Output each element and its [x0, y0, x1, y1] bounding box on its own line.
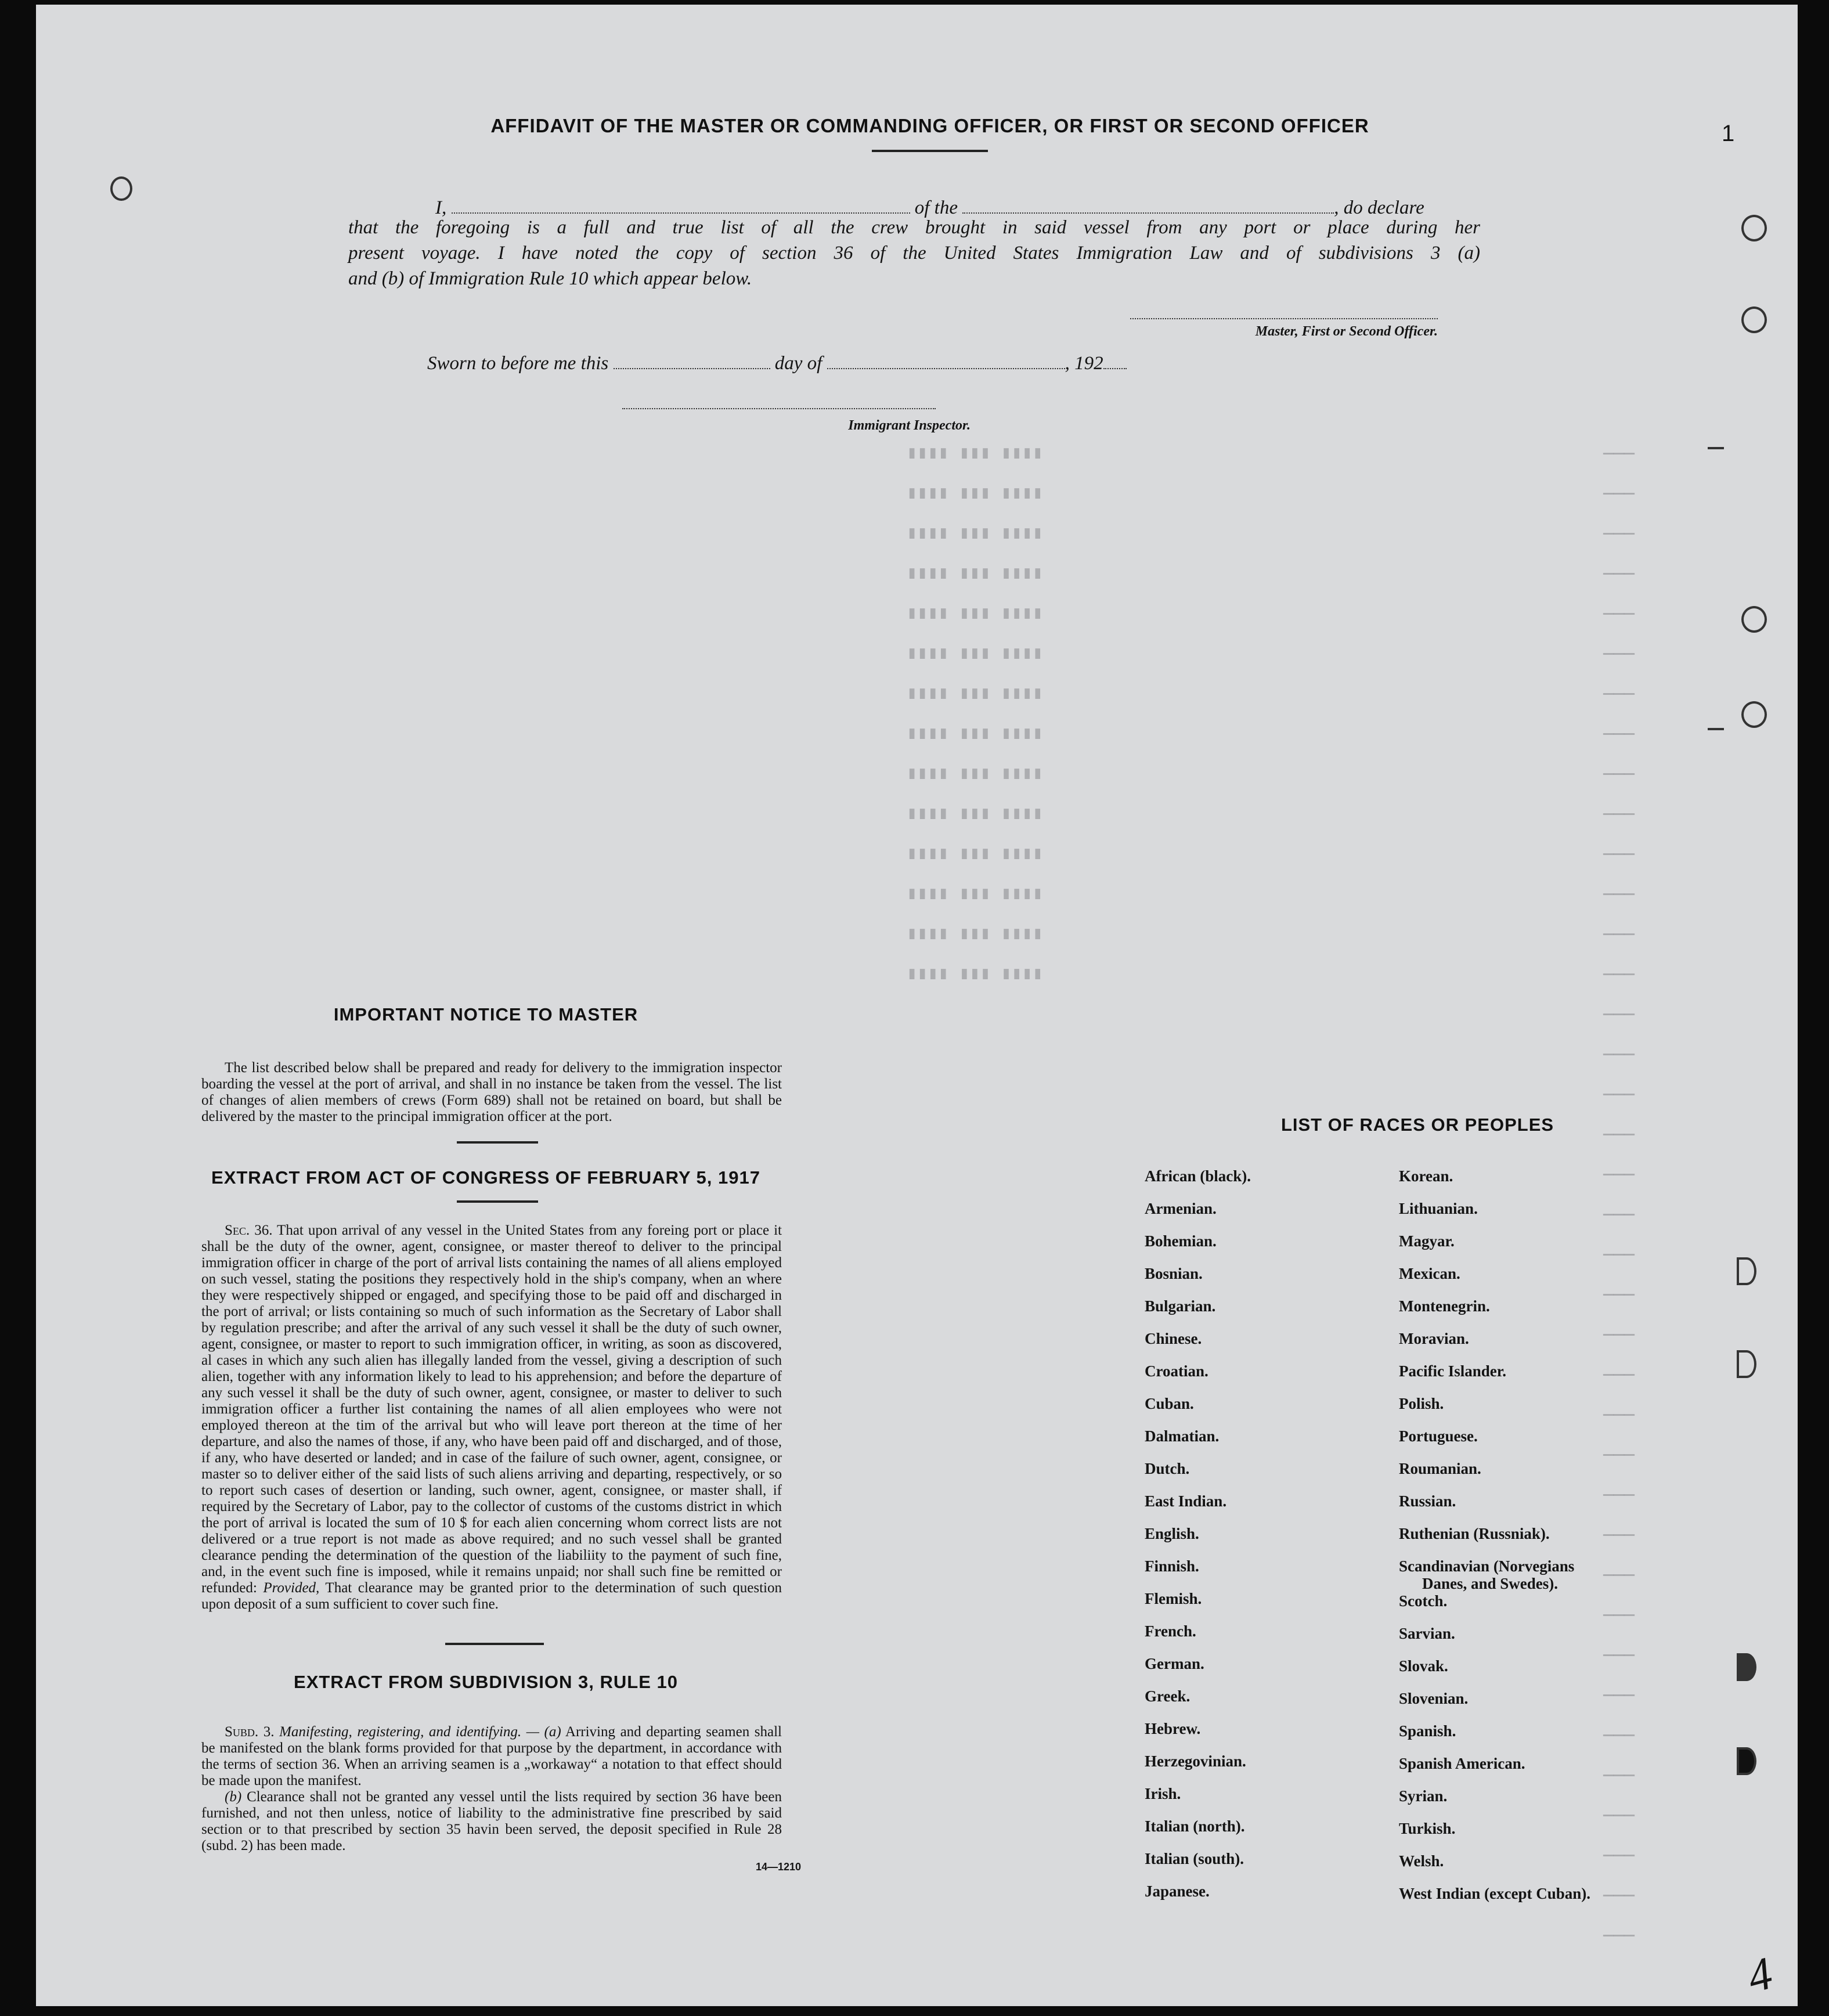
notice-body: The list described below shall be prepared and ready for delivery to the immigration inspector boarding the vessel at the port of arrival, and shall in no instance be taken from the vessel. The list of changes of alien members of crews (Form 689) shall not be retained on board, but shall be delivered by the master to the principal immigration officer at the port. — [201, 1060, 782, 1124]
notice-divider — [457, 1141, 538, 1144]
sworn-prefix: Sworn to before me this — [427, 353, 609, 374]
sworn-year: , 192 — [1065, 353, 1103, 374]
binder-hole — [1741, 606, 1767, 633]
race-item: Slovak. — [1399, 1657, 1448, 1675]
master-signature-line[interactable] — [1130, 318, 1438, 319]
race-item: Spanish American. — [1399, 1755, 1525, 1772]
race-item: Welsh. — [1399, 1852, 1444, 1870]
title-divider — [872, 150, 988, 152]
race-item: Finnish. — [1145, 1557, 1199, 1575]
race-item: French. — [1145, 1622, 1196, 1640]
sworn-line — [427, 345, 1182, 376]
act-section-tail: That clearance may be granted prior to the determination of such question upon deposit of a sum sufficient to cover such fine. — [201, 1580, 782, 1612]
race-item: African (black). — [1145, 1167, 1251, 1185]
affidavit-i-label: I, — [435, 197, 447, 218]
race-item: Bulgarian. — [1145, 1297, 1216, 1315]
scan-mark — [1708, 728, 1724, 730]
binder-hole — [1737, 1747, 1756, 1775]
race-item: Mexican. — [1399, 1265, 1460, 1282]
binder-hole — [1737, 1350, 1756, 1378]
race-item: Turkish. — [1399, 1820, 1456, 1837]
race-item: Italian (north). — [1145, 1817, 1245, 1835]
act-divider — [457, 1200, 538, 1203]
sworn-day-of: day of — [774, 353, 822, 374]
rule-title: EXTRACT FROM SUBDIVISION 3, RULE 10 — [294, 1672, 678, 1692]
act-provided-label: Provided, — [263, 1580, 320, 1596]
race-item: Flemish. — [1145, 1590, 1202, 1607]
rule-subd-body: Arriving and departing seamen shall be manifested on the blank forms provided for that purpose by the department, in accordance with the terms of section 36. When an arriving seamen is a „workaway“ a notation to that effect should be made upon the manifest. — [201, 1724, 782, 1788]
race-item: Slovenian. — [1399, 1690, 1469, 1707]
rule-subd-b — [201, 1789, 782, 1854]
master-signature-label: Master, First or Second Officer. — [1255, 324, 1438, 339]
race-item: Dutch. — [1145, 1460, 1190, 1477]
affidavit-of-the-label: of the — [914, 197, 958, 218]
affidavit-line2: that the foregoing is a full and true list of all the crew brought in said vessel from any port or place during her — [348, 217, 1480, 238]
race-item: Bohemian. — [1145, 1232, 1217, 1250]
act-section-label: Sec. 36. — [225, 1222, 273, 1238]
binder-hole — [1741, 701, 1767, 728]
bleed-through-column: ——— ——— ——— ——— ——— ——— ——— ——— ——— ——— ——— ——— ——— ——— ——— ——— ——— ——— ——— ——— ——— ——— ——— ——— ——— ——— ——— ——— ——— ——— ——— ——— ——— ——— ——— ——— ——— ——— — [1603, 444, 1635, 1946]
race-item: Japanese. — [1145, 1882, 1210, 1900]
binder-hole — [1737, 1653, 1756, 1681]
race-item: Korean. — [1399, 1167, 1453, 1185]
bleed-through-column: ▮▮▮▮ ▮▮▮ ▮▮▮▮ ▮▮▮▮ ▮▮▮ ▮▮▮▮ ▮▮▮▮ ▮▮▮ ▮▮▮▮ ▮▮▮▮ ▮▮▮ ▮▮▮▮ ▮▮▮▮ ▮▮▮ ▮▮▮▮ ▮▮▮▮ ▮▮▮ ▮▮▮▮ ▮▮▮▮ ▮▮▮ ▮▮▮▮ ▮▮▮▮ ▮▮▮ ▮▮▮▮ ▮▮▮▮ ▮▮▮ ▮▮▮▮ ▮▮▮▮ ▮▮▮ ▮▮▮▮ ▮▮▮▮ ▮▮▮ ▮▮▮▮ ▮▮▮▮ ▮▮▮ ▮▮▮▮ ▮▮▮▮ ▮▮▮ ▮▮▮▮ ▮▮▮▮ ▮▮▮ ▮▮▮▮ — [907, 444, 1043, 984]
act-body — [201, 1222, 782, 1613]
race-item: Magyar. — [1399, 1232, 1455, 1250]
race-item: Italian (south). — [1145, 1850, 1244, 1867]
name-blank[interactable] — [452, 189, 910, 214]
race-item: Lithuanian. — [1399, 1200, 1478, 1217]
act-section-text: That upon arrival of any vessel in the United States from any foreing port or place it shall be the duty of the owner, agent, consignee, or master thereof to deliver to the principal immigration officer in charge of the port of arrival lists containing the names of all aliens employed on such vessel, stating the positions they respectively hold in the ship's company, when an where they were respectively shipped or engaged, and specifying those to be paid off and discharged in the port of arrival; or lists containing so much of such information as the Secretary of Labor shall by regulation prescribe; and after the arrival of any such vessel it shall be the duty of such owner, agent, consignee, or master to report to such immigration officer, in writing, as soon as discovered, al cases in which any such alien has illegally landed from the vessel, giving a description of such alien, together with any information likely to lead to his apprehension; and before the departure of any such vessel it shall be the duty of such owner, agent, consignee, or master to deliver to such immigration officer a further list containing the names of all alien employees who were not employed thereon at the tim of the arrival but who will leave port thereon at the time of her departure, and also the names of those, if any, who have been paid off and discharged, and of those, if any, who have deserted or landed; and in case of the failure of such owner, agent, consignee, or master so to deliver either of the said lists of such aliens arriving and departing, respectively, or so to report such cases of desertion or landing, such owner, agent, consignee, or master shall, if required by the Secretary of Labor, pay to the collector of customs of the customs district in which the port of arrival is located the sum of 10 $ for each alien concerning whom correct lists are not delivered or a true report is not made as above required; and no such vessel shall be granted clearance pending the determination of the question of the liabiliity to the payment of such fine, and, in the event such fine is imposed, while it remains unpaid; nor shall such fine be remitted or refunded: — [201, 1222, 782, 1596]
sworn-day-blank[interactable] — [614, 345, 770, 369]
sworn-month-blank[interactable] — [827, 345, 1065, 369]
race-item: Danes, and Swedes). — [1422, 1575, 1559, 1592]
binder-hole — [1741, 306, 1767, 333]
notice-title: IMPORTANT NOTICE TO MASTER — [333, 1004, 638, 1025]
race-item: Ruthenian (Russniak). — [1399, 1525, 1550, 1542]
race-item: Montenegrin. — [1399, 1297, 1490, 1315]
race-item: Moravian. — [1399, 1330, 1469, 1347]
vessel-blank[interactable] — [962, 189, 1334, 214]
race-item: Armenian. — [1145, 1200, 1217, 1217]
corner-mark: 1 — [1722, 121, 1735, 146]
act-title-text: EXTRACT FROM ACT OF CONGRESS OF FEBRUARY 5, 1917 — [211, 1167, 760, 1188]
race-item: Herzegovinian. — [1145, 1752, 1246, 1770]
race-item: Dalmatian. — [1145, 1427, 1220, 1445]
affidavit-title: AFFIDAVIT OF THE MASTER OR COMMANDING OFFICER, OR FIRST OR SECOND OFFICER — [490, 115, 1369, 136]
binder-hole — [1737, 1257, 1756, 1285]
race-item: Sarvian. — [1399, 1625, 1455, 1642]
sworn-year-blank[interactable] — [1103, 345, 1127, 369]
race-item: Russian. — [1399, 1492, 1456, 1510]
race-item: Spanish. — [1399, 1722, 1456, 1740]
races-left-column — [1145, 1167, 1388, 1915]
races-title: LIST OF RACES OR PEOPLES — [1280, 1115, 1554, 1135]
rule-b-body: Clearance shall not be granted any vessel until the lists required by section 36 have been furnished, and not then unless, notice of liability to the administrative fine prescribed by said section or to that prescribed by section 35 havin been served, the deposit specified in Rule 28 (subd. 2) has been made. — [201, 1789, 782, 1853]
race-item: East Indian. — [1145, 1492, 1227, 1510]
binder-hole — [1741, 215, 1767, 241]
race-item: Polish. — [1399, 1395, 1444, 1412]
rule-subd-italic: Manifesting, registering, and identifying. — (a) — [279, 1724, 561, 1740]
race-item: Bosnian. — [1145, 1265, 1203, 1282]
race-item: Syrian. — [1399, 1787, 1448, 1805]
race-item: Roumanian. — [1399, 1460, 1481, 1477]
races-right-column — [1399, 1167, 1666, 1917]
race-item: Cuban. — [1145, 1395, 1194, 1412]
affidavit-declare-label: , do declare — [1334, 197, 1424, 218]
race-item: Croatian. — [1145, 1362, 1208, 1380]
race-item: Chinese. — [1145, 1330, 1202, 1347]
race-item: Pacific Islander. — [1399, 1362, 1506, 1380]
rule-b-label: (b) — [225, 1789, 242, 1805]
rule-subd-label: Subd. 3. — [225, 1724, 275, 1740]
affidavit-line4: and (b) of Immigration Rule 10 which appear below. — [348, 268, 752, 289]
race-item: Scandinavian (Norvegians — [1399, 1557, 1575, 1575]
scan-mark — [1708, 447, 1724, 449]
document-page — [36, 5, 1798, 2006]
race-item: Scotch. — [1399, 1592, 1448, 1610]
race-item: German. — [1145, 1655, 1204, 1672]
affidavit-line3: present voyage. I have noted the copy of section 36 of the United States Immigration Law and of subdivisions 3 (a) — [348, 243, 1480, 264]
act-title — [172, 1167, 799, 1188]
race-item: English. — [1145, 1525, 1199, 1542]
rule-subd-3 — [201, 1724, 782, 1789]
race-item: Hebrew. — [1145, 1720, 1201, 1737]
inspector-signature-line[interactable] — [622, 408, 936, 409]
act-end-divider — [445, 1643, 544, 1645]
binder-hole — [110, 176, 132, 201]
form-number: 14—1210 — [756, 1861, 802, 1873]
bottom-mark: 4 — [1742, 1948, 1778, 2003]
race-item: Portuguese. — [1399, 1427, 1478, 1445]
inspector-signature-label: Immigrant Inspector. — [848, 418, 971, 433]
race-item: Greek. — [1145, 1687, 1191, 1705]
race-item: West Indian (except Cuban). — [1399, 1885, 1591, 1902]
race-item: Irish. — [1145, 1785, 1181, 1802]
